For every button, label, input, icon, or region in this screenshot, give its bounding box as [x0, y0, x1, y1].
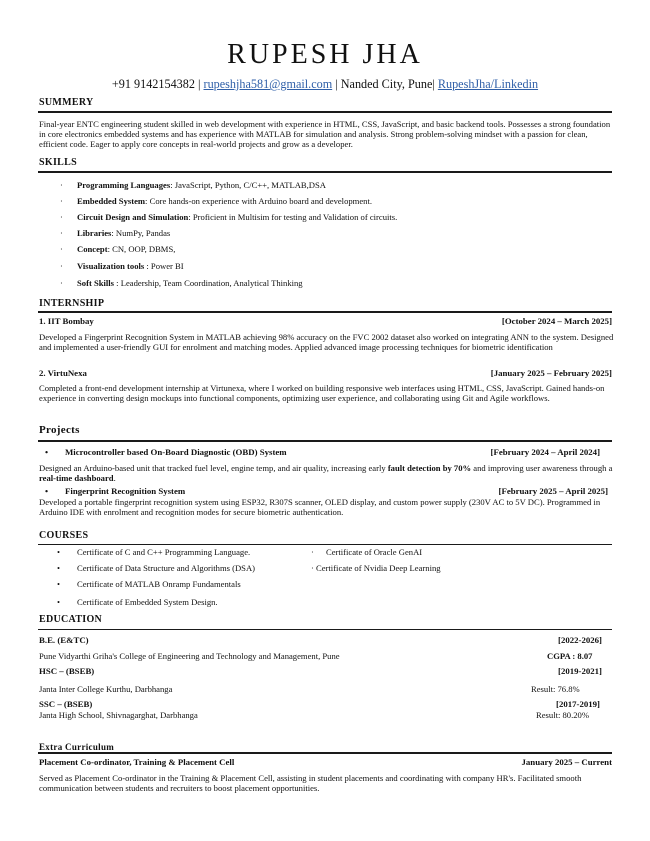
skill-label: Libraries [77, 228, 112, 238]
education-result: Result: 76.8% [531, 684, 580, 694]
course-item [311, 563, 441, 573]
section-title-internship: INTERNSHIP [39, 298, 105, 309]
internship-title: 2. VirtuNexa [39, 368, 87, 378]
bullet-icon: · [311, 547, 314, 557]
skill-item [60, 228, 170, 238]
education-result: Result: 80.20% [536, 710, 589, 720]
bullet-icon: · [60, 180, 63, 190]
course-name: Certificate of Data Structure and Algorithms (DSA) [77, 563, 256, 573]
education-date: [2017-2019] [556, 699, 600, 709]
bullet-icon: · [60, 244, 63, 254]
bullet-icon: • [45, 447, 49, 457]
section-divider [38, 311, 612, 313]
skill-label: Programming Languages [77, 180, 171, 190]
course-name: Certificate of C and C++ Programming Language. [77, 547, 251, 557]
section-title-skills: SKILLS [39, 157, 77, 168]
bullet-icon: • [45, 486, 49, 496]
text: Designed an Arduino-based unit that tracked fuel level, engine temp, and air quality, increasing early [39, 463, 388, 473]
course-name: Certificate of Nvidia Deep Learning [316, 563, 441, 573]
project-title [45, 447, 287, 457]
section-title-projects: Projects [39, 424, 80, 436]
bullet-icon: • [57, 547, 61, 557]
skill-label: Embedded System [77, 196, 146, 206]
education-degree: HSC – (BSEB) [39, 666, 95, 676]
phone-number: +91 9142154382 [111, 77, 195, 91]
course-item [57, 579, 241, 589]
skill-value: : JavaScript, Python, C/C++, MATLAB,DSA [170, 180, 326, 190]
section-title-education: EDUCATION [39, 614, 103, 625]
skill-item [60, 261, 184, 271]
education-institution: Pune Vidyarthi Griha's College of Engineering and Technology and Management, Pune [39, 651, 340, 661]
project-name: Fingerprint Recognition System [65, 486, 186, 496]
skill-item [60, 180, 326, 190]
skill-item [60, 278, 303, 288]
education-result: CGPA : 8.07 [547, 651, 593, 661]
bullet-icon: · [60, 228, 63, 238]
extra-role: Placement Co-ordinator, Training & Placement Cell [39, 757, 235, 767]
skill-label: Circuit Design and Simulation [77, 212, 189, 222]
internship-description: Completed a front-end development internship at Virtunexa, where I worked on building responsive web interfaces using HTML, CSS, JavaScript. Gained hands-on experience in converting design mockups into functional components, optimizing user experience, and collaborating using Git and Agile workflows. [39, 383, 605, 404]
extra-description: Served as Placement Co-ordinator in the Training & Placement Cell, assisting in student placements and coordinating with company HR's. Facilitated smooth communication between students and recruiters to boost placement opportunities. [39, 773, 582, 794]
internship-date: [January 2025 – February 2025] [490, 368, 612, 378]
skill-item [60, 244, 175, 254]
skill-label: Soft Skills [77, 278, 115, 288]
skill-value: : Leadership, Team Coordination, Analytical Thinking [114, 278, 303, 288]
summary-text: Final-year ENTC engineering student skilled in web development with experience in HTML, CSS, JavaScript, and basic backend tools. Possesses a strong foundation in core electronics embedded systems and has experience with MATLAB for simulation and analysis. Strong problem-solving mindset with a passion for clean, efficient code. Eager to apply core concepts in real-world projects and grow as a developer. [39, 119, 611, 150]
skill-item [60, 196, 372, 206]
education-date: [2019-2021] [558, 666, 602, 676]
internship-title: 1. IIT Bombay [39, 316, 94, 326]
internship-description: Developed a Fingerprint Recognition System in MATLAB achieving 98% accuracy on the FVC 2002 dataset also worked on integrating ANN to the system. Designed and implemented a user-friendly GUI for enrolment and matching modes. Applied advanced image processing techniques for biometric identification [39, 332, 614, 353]
bullet-icon: · [60, 196, 63, 206]
project-description [39, 463, 614, 483]
extra-date: January 2025 – Current [521, 757, 612, 767]
contact-line [0, 77, 650, 92]
separator: | [432, 77, 438, 91]
skill-item [60, 212, 397, 222]
project-date: [February 2025 – April 2025] [498, 486, 608, 496]
text: . [113, 473, 116, 484]
location: Nanded City, Pune [340, 77, 433, 91]
project-name: Microcontroller based On-Board Diagnostic (OBD) System [65, 447, 287, 457]
education-institution: Janta Inter College Kurthu, Darbhanga [39, 684, 173, 694]
bullet-icon: · [60, 261, 63, 271]
course-item [311, 547, 422, 557]
internship-date: [October 2024 – March 2025] [501, 316, 612, 326]
section-divider [38, 111, 612, 113]
bullet-icon: • [57, 563, 61, 573]
section-divider [38, 544, 612, 545]
separator: | [194, 77, 204, 91]
project-description: Developed a portable fingerprint recognition system using ESP32, R307S scanner, OLED display, and custom power supply (230V AC to 5V DC). Programmed in Arduino IDE with enrolment and recognition modes for secure biometric authentication. [39, 497, 601, 518]
section-title-extra-curriculum: Extra Curriculum [39, 742, 115, 752]
section-title-courses: COURSES [39, 530, 89, 541]
skill-value: : CN, OOP, DBMS, [107, 244, 176, 254]
course-item [57, 547, 250, 557]
bullet-icon: · [60, 212, 63, 222]
section-divider [38, 629, 612, 630]
course-item [57, 563, 255, 573]
skill-value: : Core hands-on experience with Arduino board and development. [145, 196, 373, 206]
section-divider [38, 440, 612, 442]
education-date: [2022-2026] [558, 635, 602, 645]
candidate-name: RUPESH JHA [227, 39, 423, 70]
course-name: Certificate of MATLAB Onramp Fundamentals [77, 579, 241, 589]
linkedin-link[interactable]: RupeshJha/Linkedin [437, 77, 539, 91]
text: and improving user awareness through a [471, 463, 613, 473]
bullet-icon: · [60, 278, 63, 288]
education-degree: B.E. (E&TC) [39, 635, 89, 645]
highlight: fault detection by 70% [387, 463, 472, 473]
bullet-icon: · [311, 563, 317, 573]
skill-value: : Proficient in Multisim for testing and Validation of circuits. [188, 212, 398, 222]
section-divider [38, 171, 612, 173]
section-divider [38, 752, 612, 754]
skill-value: : Power BI [144, 261, 184, 271]
project-date: [February 2024 – April 2024] [490, 447, 600, 457]
education-institution: Janta High School, Shivnagarghat, Darbhanga [39, 710, 198, 720]
education-degree: SSC – (BSEB) [39, 699, 93, 709]
project-title [45, 486, 185, 496]
separator: | [332, 77, 341, 91]
skill-value: : NumPy, Pandas [111, 228, 171, 238]
bullet-icon: • [57, 597, 61, 607]
bullet-icon: • [57, 579, 61, 589]
section-title-summary: SUMMERY [39, 97, 94, 108]
skill-label: Concept [77, 244, 108, 254]
course-name: Certificate of Embedded System Design. [77, 597, 218, 607]
email-link[interactable]: rupeshjha581@gmail.com [203, 77, 333, 91]
highlight: real-time dashboard [39, 473, 114, 484]
course-item [57, 597, 218, 607]
skill-label: Visualization tools [77, 261, 145, 271]
course-name: Certificate of Oracle GenAI [326, 547, 423, 557]
